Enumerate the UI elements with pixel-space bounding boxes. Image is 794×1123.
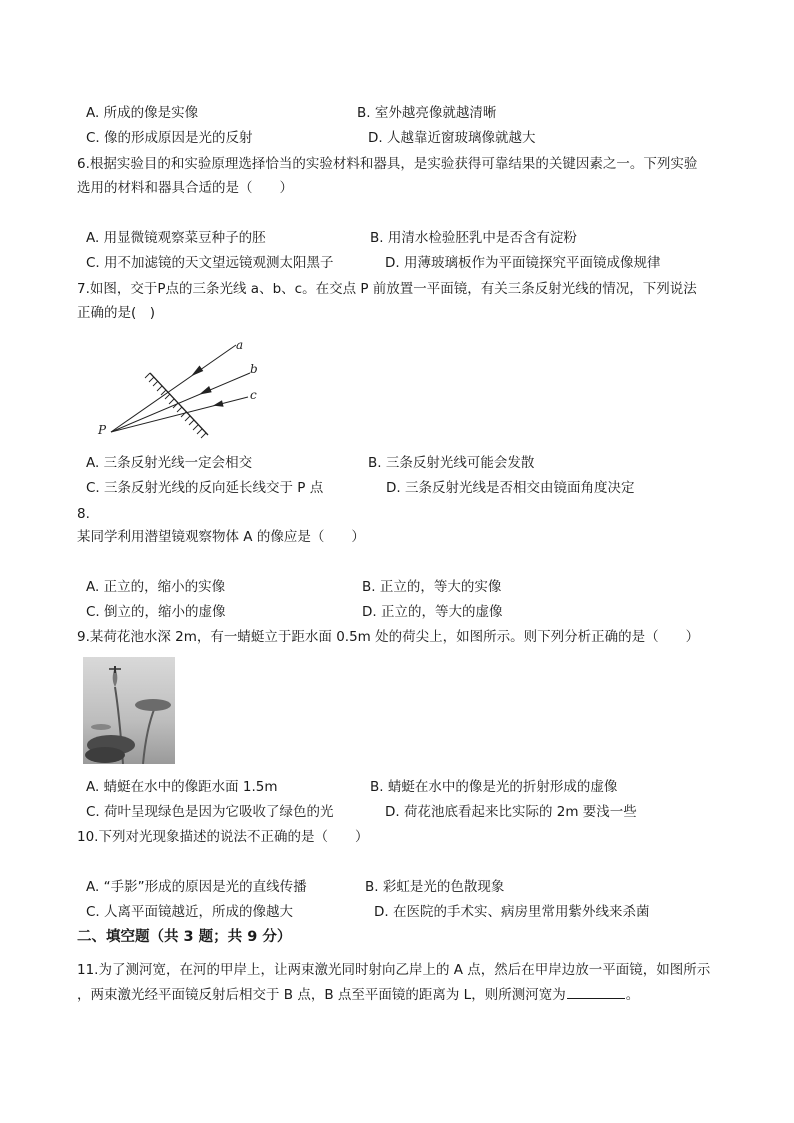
ray-c [111, 397, 248, 432]
q9-stem: 9.某荷花池水深 2m，有一蜻蜓立于距水面 0.5m 处的荷尖上，如图所示。则下列分析正确的是（ ） [77, 629, 700, 645]
q9-option-a: A. 蜻蜓在水中的像距水面 1.5m [86, 779, 278, 795]
q9-option-d: D. 荷花池底看起来比实际的 2m 要浅一些 [385, 804, 637, 820]
q5-option-d: D. 人越靠近窗玻璃像就越大 [368, 130, 536, 146]
q11-stem-line1: 11.为了测河宽，在河的甲岸上，让两束激光同时射向乙岸上的 A 点，然后在甲岸边放一平面镜，如图所示 [77, 962, 711, 978]
q7-option-b: B. 三条反射光线可能会发散 [368, 455, 535, 471]
q6-stem-line1: 6.根据实验目的和实验原理选择恰当的实验材料和器具，是实验获得可靠结果的关键因素之一。下列实验 [77, 156, 698, 172]
q8-option-b: B. 正立的，等大的实像 [362, 579, 502, 595]
q7-option-d: D. 三条反射光线是否相交由镜面角度决定 [386, 480, 635, 496]
q11-stem-line2-text: ，两束激光经平面镜反射后相交于 B 点，B 点至平面镜的距离为 L，则所测河宽为 [77, 987, 566, 1003]
q8-option-d: D. 正立的，等大的虚像 [362, 604, 503, 620]
ray-b-arrow-icon [199, 386, 212, 395]
q8-number: 8. [77, 506, 90, 522]
section-title-fill-in: 二、填空题（共 3 题；共 9 分） [77, 929, 292, 945]
q7-figure-diagram [90, 335, 270, 445]
q6-option-d: D. 用薄玻璃板作为平面镜探究平面镜成像规律 [385, 255, 661, 271]
q11-stem-line2-end: 。 [625, 987, 640, 1003]
mirror-hatching [145, 373, 206, 438]
answer-blank[interactable] [567, 986, 625, 999]
q9-option-c: C. 荷叶呈现绿色是因为它吸收了绿色的光 [86, 804, 334, 820]
q10-option-b: B. 彩虹是光的色散现象 [365, 879, 505, 895]
q11-stem-line2 [77, 986, 639, 1004]
ray-a [111, 345, 236, 432]
plane-mirror [150, 373, 208, 435]
q7-stem-line1: 7.如图，交于P点的三条光线 a、b、c。在交点 P 前放置一平面镜，有关三条反射光线的情况，下列说法 [77, 281, 697, 297]
q8-stem: 某同学利用潜望镜观察物体 A 的像应是（ ） [77, 529, 365, 545]
label-c: c [250, 388, 257, 402]
q10-option-c: C. 人离平面镜越近，所成的像越大 [86, 904, 294, 920]
ray-c-arrow-icon [213, 400, 224, 406]
q6-option-b: B. 用清水检验胚乳中是否含有淀粉 [370, 230, 577, 246]
q5-option-a: A. 所成的像是实像 [86, 105, 199, 121]
q7-option-c: C. 三条反射光线的反向延长线交于 P 点 [86, 480, 324, 496]
q8-option-a: A. 正立的，缩小的实像 [86, 579, 226, 595]
q7-stem-line2: 正确的是( ) [77, 305, 156, 321]
q8-option-c: C. 倒立的，缩小的虚像 [86, 604, 226, 620]
q10-stem: 10.下列对光现象描述的说法不正确的是（ ） [77, 829, 369, 845]
ray-a-arrow-icon [191, 366, 203, 377]
q6-stem-line2: 选用的材料和器具合适的是（ ） [77, 180, 293, 196]
q6-option-c: C. 用不加滤镜的天文望远镜观测太阳黑子 [86, 255, 334, 271]
label-p: P [98, 423, 107, 437]
label-b: b [250, 362, 258, 376]
q5-option-b: B. 室外越亮像就越清晰 [357, 105, 497, 121]
q10-option-a: A. “手影”形成的原因是光的直线传播 [86, 879, 307, 895]
q10-option-d: D. 在医院的手术实、病房里常用紫外线来杀菌 [374, 904, 650, 920]
q9-option-b: B. 蜻蜓在水中的像是光的折射形成的虚像 [370, 779, 618, 795]
ray-b [111, 373, 250, 432]
q9-lotus-photo [83, 657, 175, 764]
q6-option-a: A. 用显微镜观察菜豆种子的胚 [86, 230, 266, 246]
q7-option-a: A. 三条反射光线一定会相交 [86, 455, 253, 471]
label-a: a [236, 338, 244, 352]
q5-option-c: C. 像的形成原因是光的反射 [86, 130, 253, 146]
